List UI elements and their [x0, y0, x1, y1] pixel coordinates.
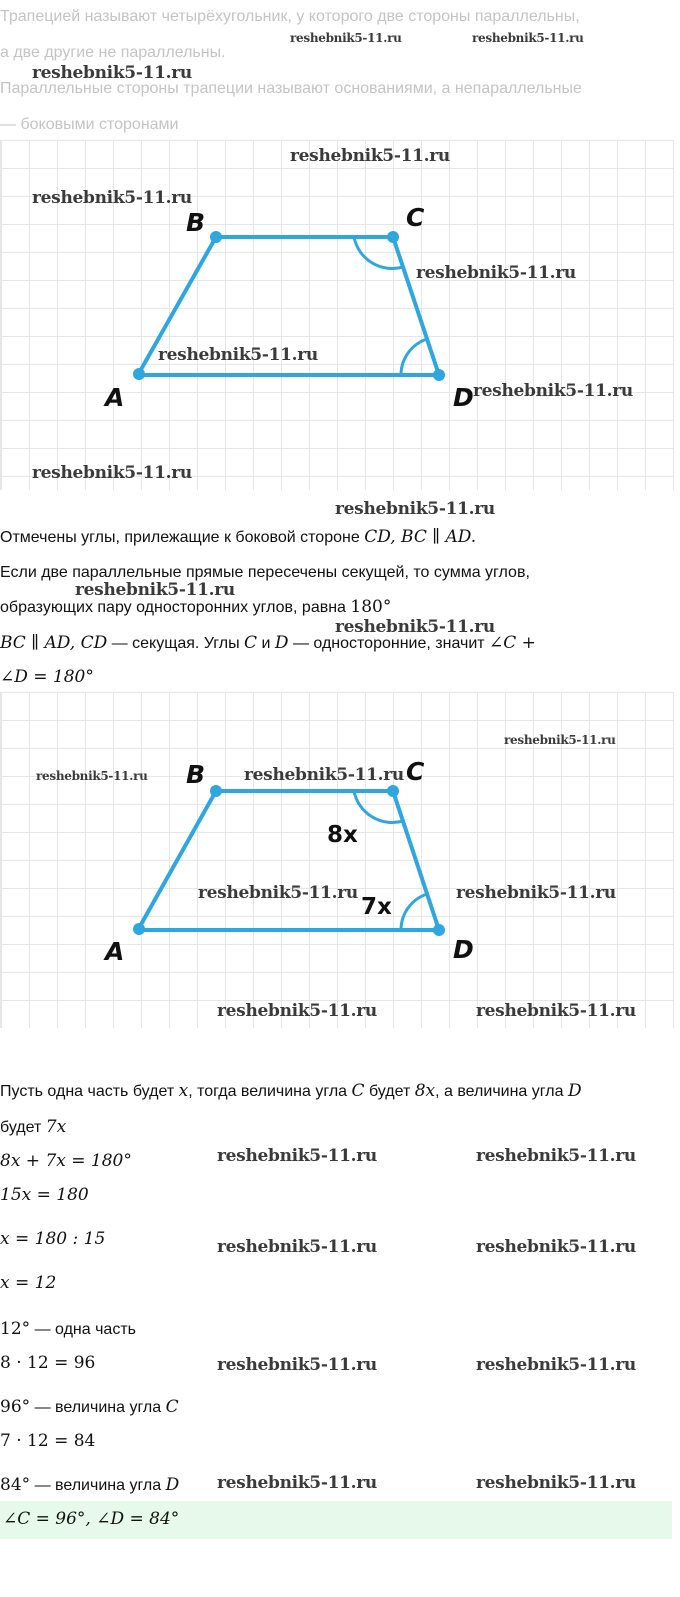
label-d-2: D: [453, 935, 474, 964]
text3-c: C: [244, 633, 258, 653]
label-d: D: [453, 383, 474, 412]
intro-line-1: Трапецией называют четырёхугольник, у которого две стороны параллельны,: [0, 8, 580, 25]
watermark: reshebnik5-11.ru: [217, 1473, 377, 1493]
watermark: reshebnik5-11.ru: [75, 580, 235, 600]
vertex-c: [387, 231, 399, 243]
watermark: reshebnik5-11.ru: [217, 1146, 377, 1166]
text4-p3: будет: [364, 1083, 415, 1100]
watermark: reshebnik5-11.ru: [335, 499, 495, 519]
watermark: reshebnik5-11.ru: [456, 883, 616, 903]
angle-c-value: 8x: [327, 822, 358, 848]
text4-7x: 7x: [45, 1117, 67, 1137]
watermark: reshebnik5-11.ru: [335, 617, 495, 637]
text1-math: CD, BC ∥ AD.: [364, 527, 477, 547]
text-let-x-line-1: [0, 1080, 672, 1103]
answer-text: ∠C = 96°, ∠D = 84°: [3, 1509, 180, 1529]
watermark: reshebnik5-11.ru: [32, 463, 192, 483]
step7-math: 96°: [0, 1397, 31, 1417]
watermark: reshebnik5-11.ru: [290, 146, 450, 166]
vertex-d-2: [433, 924, 445, 936]
step-equation: 8x + 7x = 180°: [0, 1151, 132, 1171]
text3-math1: BC ∥ AD, CD: [0, 633, 108, 653]
text4-8x: 8x: [414, 1081, 436, 1101]
label-b-2: B: [186, 760, 206, 789]
text1-prefix: Отмечены углы, прилежащие к боковой стороне: [0, 529, 365, 546]
angle-d-arc-2: [401, 894, 427, 930]
watermark: reshebnik5-11.ru: [217, 1355, 377, 1375]
step5-math: 12°: [0, 1319, 31, 1339]
intro-line-4: — боковыми сторонами: [0, 116, 179, 133]
text3-and: и: [257, 635, 275, 652]
vertex-a: [133, 368, 145, 380]
watermark: reshebnik5-11.ru: [290, 31, 402, 45]
angle-d-arc: [401, 339, 427, 375]
text4-p4: , а величина угла: [435, 1083, 568, 1100]
step-angle-c: [0, 1396, 672, 1419]
intro-line-3: Параллельные стороны трапеции называют основаниями, а непараллельные: [0, 80, 582, 97]
vertex-b: [210, 231, 222, 243]
watermark: reshebnik5-11.ru: [198, 883, 358, 903]
label-a: A: [105, 383, 125, 412]
step-x-value: x = 12: [0, 1273, 57, 1293]
step-15x: 15x = 180: [0, 1185, 89, 1205]
watermark: reshebnik5-11.ru: [158, 345, 318, 365]
text4-x: x: [178, 1081, 189, 1101]
watermark: reshebnik5-11.ru: [32, 188, 192, 208]
watermark: reshebnik5-11.ru: [416, 263, 576, 283]
text-parallel-line-1: Если две параллельные прямые пересечены секущей, то сумма углов,: [0, 564, 530, 581]
step9-d: D: [165, 1475, 180, 1495]
label-b: B: [186, 208, 206, 237]
vertex-d: [433, 369, 445, 381]
step9-math: 84°: [0, 1475, 31, 1495]
step-one-part: [0, 1318, 672, 1341]
watermark: reshebnik5-11.ru: [473, 381, 633, 401]
vertex-c-2: [387, 785, 399, 797]
text4-p1: Пусть одна часть будет: [0, 1083, 179, 1100]
text4-line2-prefix: будет: [0, 1119, 46, 1136]
trapezoid-2-outline: [139, 791, 439, 930]
watermark: reshebnik5-11.ru: [476, 1355, 636, 1375]
watermark: reshebnik5-11.ru: [244, 765, 404, 785]
answer-box: [0, 1501, 672, 1539]
intro-line-2: а две другие не параллельны.: [0, 44, 226, 61]
text3-d: D: [274, 633, 289, 653]
step-angle-d-calc: 7 · 12 = 84: [0, 1431, 96, 1451]
text3-part2: — односторонние, значит: [288, 635, 490, 652]
text-conclusion-line-2: ∠D = 180°: [0, 667, 94, 687]
text3-part1: — секущая. Углы: [107, 635, 245, 652]
step5-text: — одна часть: [30, 1321, 136, 1338]
text-marked-angles: [0, 526, 672, 549]
text4-c: C: [351, 1081, 365, 1101]
text2-prefix: образующих пару односторонних углов, равна: [0, 599, 351, 616]
text3-math2: ∠C +: [489, 633, 536, 653]
angle-d-value: 7x: [361, 894, 392, 920]
vertex-b-2: [210, 785, 222, 797]
watermark: reshebnik5-11.ru: [32, 63, 192, 83]
step-divide: x = 180 : 15: [0, 1229, 106, 1249]
watermark: reshebnik5-11.ru: [476, 1473, 636, 1493]
step7-text: — величина угла: [30, 1399, 166, 1416]
step-angle-c-calc: 8 · 12 = 96: [0, 1353, 96, 1373]
text4-d: D: [567, 1081, 582, 1101]
watermark: reshebnik5-11.ru: [472, 31, 584, 45]
watermark: reshebnik5-11.ru: [217, 1001, 377, 1021]
text-let-x-line-2: [0, 1116, 672, 1139]
watermark: reshebnik5-11.ru: [504, 733, 616, 747]
label-a-2: A: [105, 937, 125, 966]
watermark: reshebnik5-11.ru: [217, 1237, 377, 1257]
step7-c: C: [165, 1397, 179, 1417]
watermark: reshebnik5-11.ru: [476, 1237, 636, 1257]
text2-math: 180°: [350, 597, 392, 617]
watermark: reshebnik5-11.ru: [476, 1146, 636, 1166]
watermark: reshebnik5-11.ru: [476, 1001, 636, 1021]
text4-p2: , тогда величина угла: [188, 1083, 352, 1100]
vertex-a-2: [133, 923, 145, 935]
watermark: reshebnik5-11.ru: [36, 769, 148, 783]
step9-text: — величина угла: [30, 1477, 166, 1494]
label-c: C: [406, 203, 425, 232]
label-c-2: C: [406, 757, 425, 786]
